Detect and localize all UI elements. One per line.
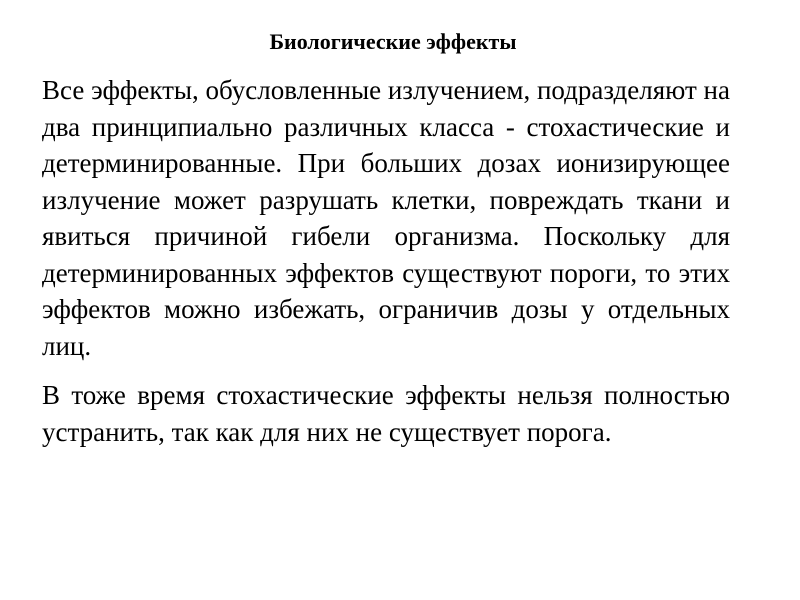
slide-body (42, 72, 730, 463)
slide-title: Биологические эффекты (269, 29, 517, 54)
paragraph-1: Все эффекты, обусловленные излучением, подразделяют на два принципиально различных класса - стохастические и детерминированные. При больших дозах ионизирующее излучение может разрушать клетки, повреждать ткани и явиться причиной гибели организма. Поскольку для детерминированных эффектов существуют пороги, то этих эффектов можно избежать, ограничив дозы у отдельных лиц. (42, 75, 730, 361)
paragraph-2: В тоже время стохастические эффекты нельзя полностью устранить, так как для них не существует порога. (42, 380, 730, 447)
